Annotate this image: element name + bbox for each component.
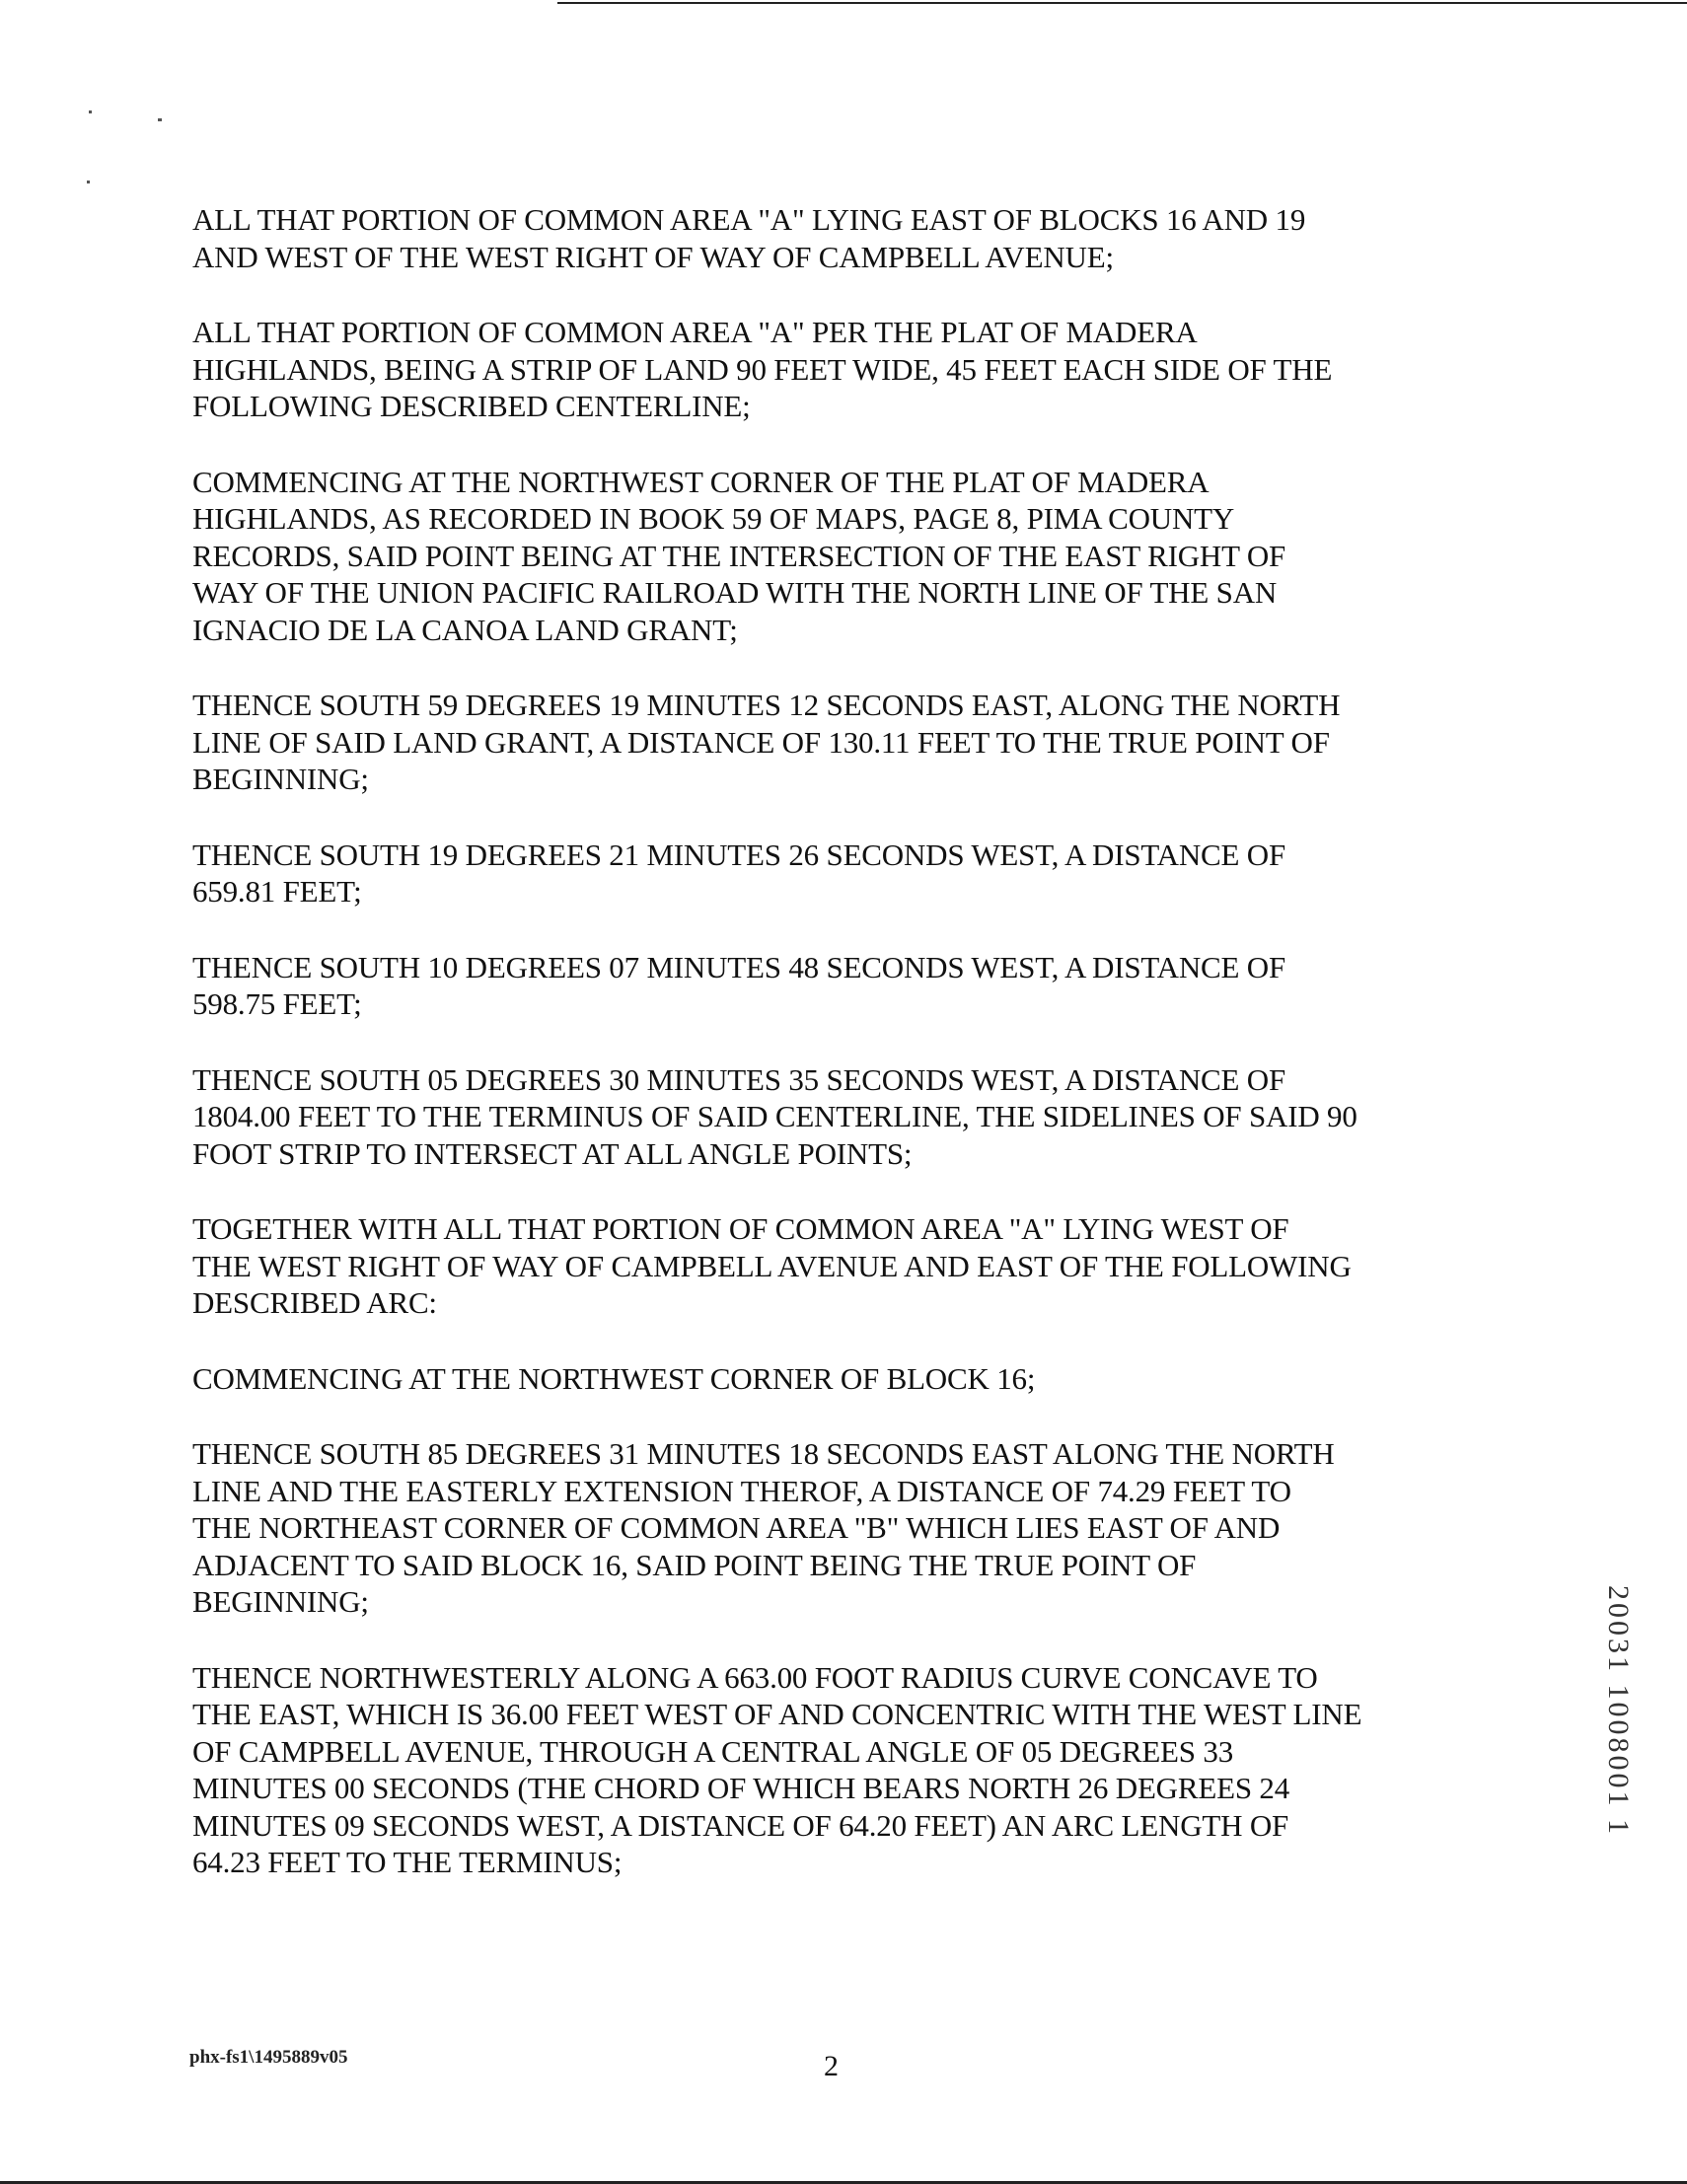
scan-speck <box>87 181 90 183</box>
paragraph: THENCE SOUTH 05 DEGREES 30 MINUTES 35 SECONDS WEST, A DISTANCE OF 1804.00 FEET TO THE TERMINUS OF SAID CENTERLINE, THE SIDELINES OF SAID 90 FOOT STRIP TO INTERSECT AT ALL ANGLE POINTS; <box>192 1061 1357 1171</box>
legal-description-body <box>192 201 1504 1920</box>
paragraph: ALL THAT PORTION OF COMMON AREA "A" LYING EAST OF BLOCKS 16 AND 19 AND WEST OF THE WEST RIGHT OF WAY OF CAMPBELL AVENUE; <box>192 202 1306 274</box>
page-number: 2 <box>824 2050 839 2082</box>
footer-document-id: phx-fs1\1495889v05 <box>189 2047 348 2068</box>
paragraph: TOGETHER WITH ALL THAT PORTION OF COMMON AREA "A" LYING WEST OF THE WEST RIGHT OF WAY OF CAMPBELL AVENUE AND EAST OF THE FOLLOWING DESCRIBED ARC: <box>192 1211 1352 1320</box>
recording-stamp <box>1601 1585 1641 1921</box>
paragraph: THENCE SOUTH 19 DEGREES 21 MINUTES 26 SECONDS WEST, A DISTANCE OF 659.81 FEET; <box>192 837 1286 909</box>
paragraph: COMMENCING AT THE NORTHWEST CORNER OF BLOCK 16; <box>192 1360 1036 1396</box>
paragraph: THENCE SOUTH 59 DEGREES 19 MINUTES 12 SECONDS EAST, ALONG THE NORTH LINE OF SAID LAND GRANT, A DISTANCE OF 130.11 FEET TO THE TRUE POINT OF BEGINNING; <box>192 688 1341 796</box>
scan-speck <box>89 110 92 113</box>
recording-stamp-text: 20031 1008001 1 <box>1602 1585 1635 1837</box>
top-scan-edge <box>557 2 1687 4</box>
paragraph: COMMENCING AT THE NORTHWEST CORNER OF THE PLAT OF MADERA HIGHLANDS, AS RECORDED IN BOOK 59 OF MAPS, PAGE 8, PIMA COUNTY RECORDS, SAID POINT BEING AT THE INTERSECTION OF THE EAST RIGHT OF WAY OF THE UNION PACIFIC RAILROAD WITH THE NORTH LINE OF THE SAN IGNACIO DE LA CANOA LAND GRANT; <box>192 464 1286 647</box>
paragraph: ALL THAT PORTION OF COMMON AREA "A" PER THE PLAT OF MADERA HIGHLANDS, BEING A STRIP OF LAND 90 FEET WIDE, 45 FEET EACH SIDE OF THE FOLLOWING DESCRIBED CENTERLINE; <box>192 315 1333 423</box>
paragraph: THENCE SOUTH 10 DEGREES 07 MINUTES 48 SECONDS WEST, A DISTANCE OF 598.75 FEET; <box>192 949 1286 1021</box>
paragraph: THENCE SOUTH 85 DEGREES 31 MINUTES 18 SECONDS EAST ALONG THE NORTH LINE AND THE EASTERLY EXTENSION THEROF, A DISTANCE OF 74.29 FEET TO THE NORTHEAST CORNER OF COMMON AREA "B" WHICH LIES EAST OF AND ADJACENT TO SAID BLOCK 16, SAID POINT BEING THE TRUE POINT OF BEGINNING; <box>192 1436 1335 1619</box>
scan-speck <box>158 118 162 121</box>
paragraph: THENCE NORTHWESTERLY ALONG A 663.00 FOOT RADIUS CURVE CONCAVE TO THE EAST, WHICH IS 36.00 FEET WEST OF AND CONCENTRIC WITH THE WEST LINE OF CAMPBELL AVENUE, THROUGH A CENTRAL ANGLE OF 05 DEGREES 33 MINUTES 00 SECONDS (THE CHORD OF WHICH BEARS NORTH 26 DEGREES 24 MINUTES 09 SECONDS WEST, A DISTANCE OF 64.20 FEET) AN ARC LENGTH OF 64.23 FEET TO THE TERMINUS; <box>192 1659 1362 1879</box>
